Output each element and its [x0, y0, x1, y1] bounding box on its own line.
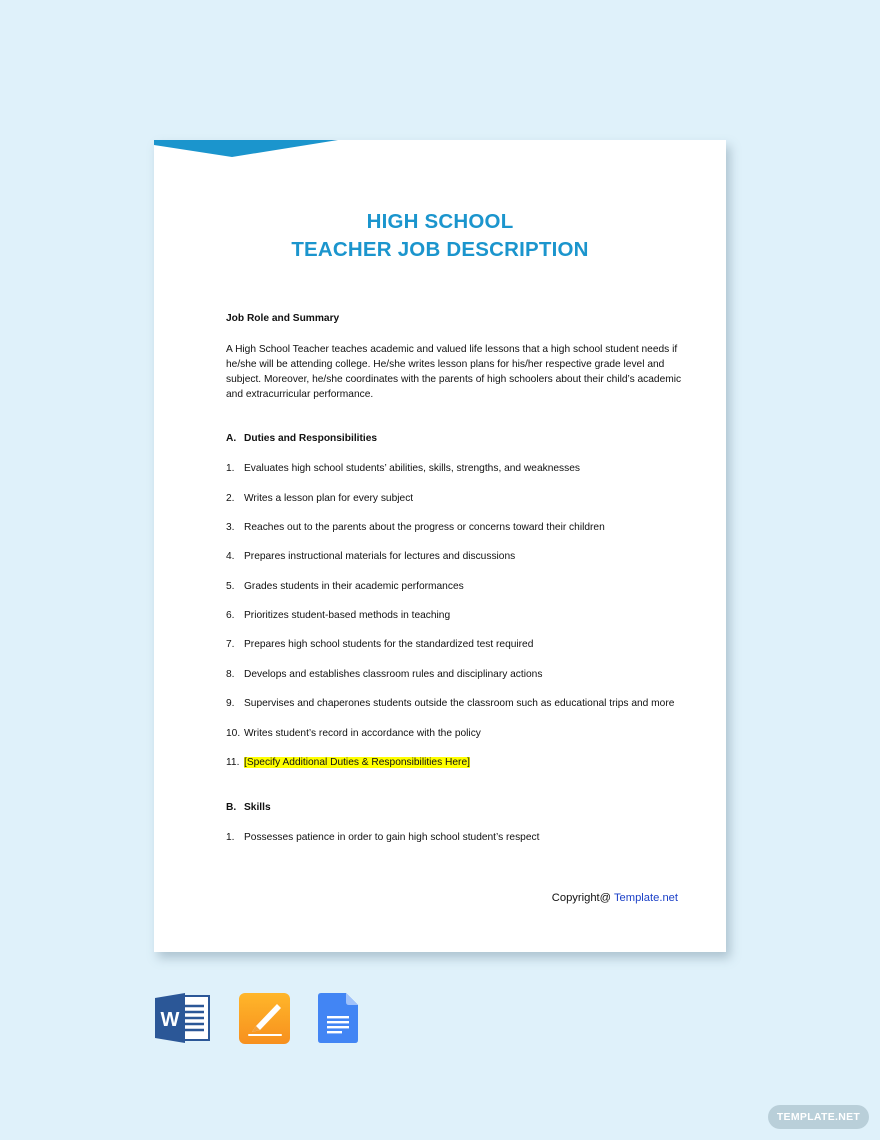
duty-item: [226, 637, 533, 652]
duty-number: 6.: [226, 610, 235, 621]
duty-text: Writes a lesson plan for every subject: [244, 493, 414, 504]
duty-number: 5.: [226, 581, 235, 592]
skill-number: 1.: [226, 832, 235, 843]
duty-number: 10.: [226, 728, 241, 739]
duty-number: 11.: [226, 757, 240, 768]
duty-text: Evaluates high school students’ abilities, skills, strengths, and weaknesses: [244, 463, 580, 474]
duties-heading-label: Duties and Responsibilities: [244, 433, 378, 444]
duty-text: Supervises and chaperones students outside the classroom such as educational trips and more: [244, 698, 675, 709]
duty-item: [226, 608, 450, 623]
duty-item: [226, 549, 515, 564]
duty-item-placeholder: [226, 755, 470, 770]
duty-number: 3.: [226, 522, 235, 533]
ribbon-decoration: [154, 140, 344, 160]
document-title: [154, 208, 726, 264]
duties-heading: [226, 431, 377, 446]
copyright-link[interactable]: Template.net: [613, 892, 678, 904]
svg-text:W: W: [160, 1009, 180, 1031]
duty-number: 9.: [226, 698, 235, 709]
skill-item: [226, 830, 539, 845]
duty-text: Prepares instructional materials for lectures and discussions: [244, 551, 516, 562]
duty-number: 2.: [226, 493, 235, 504]
duties-heading-letter: A.: [226, 433, 237, 444]
duty-text: Prepares high school students for the standardized test required: [244, 639, 534, 650]
skills-heading: [226, 800, 271, 815]
title-line-1: HIGH SCHOOL: [366, 210, 514, 233]
copyright-line: [552, 892, 678, 904]
duty-text: Develops and establishes classroom rules and disciplinary actions: [244, 669, 543, 680]
duty-number: 8.: [226, 669, 235, 680]
skill-text: Possesses patience in order to gain high school student’s respect: [244, 832, 540, 843]
watermark-badge: TEMPLATE.NET: [768, 1105, 869, 1129]
duty-item: [226, 726, 481, 741]
duty-number: 1.: [226, 463, 235, 474]
duty-number: 4.: [226, 551, 235, 562]
skills-heading-label: Skills: [244, 802, 271, 813]
summary-heading: Job Role and Summary: [226, 313, 340, 324]
duty-text: Reaches out to the parents about the progress or concerns toward their children: [244, 522, 605, 533]
highlighted-placeholder-text: [Specify Additional Duties & Responsibilities Here]: [244, 757, 470, 768]
duty-item: [226, 461, 580, 476]
google-docs-icon[interactable]: [318, 993, 358, 1043]
summary-paragraph: A High School Teacher teaches academic and valued life lessons that a high school student needs if he/she will be attending college. He/she writes lesson plans for his/her respective grade level and subject. Moreover, he/she coordinates with the parents of high schoolers about their child’s academic and extracurricular performance.: [226, 344, 682, 400]
duty-item: [226, 579, 464, 594]
word-icon[interactable]: [155, 993, 211, 1043]
title-line-2: TEACHER JOB DESCRIPTION: [291, 238, 589, 261]
duty-text: Grades students in their academic performances: [244, 581, 464, 592]
duty-item: [226, 520, 605, 535]
duty-text: Writes student’s record in accordance with the policy: [244, 728, 481, 739]
duty-item: [226, 667, 542, 682]
document-page: [154, 140, 726, 952]
duty-item: [226, 491, 413, 506]
pages-icon[interactable]: [239, 993, 290, 1044]
copyright-label: Copyright@: [551, 892, 612, 904]
duty-item: [226, 696, 674, 711]
duty-number: 7.: [226, 639, 235, 650]
skills-heading-letter: B.: [226, 802, 237, 813]
duty-text: Prioritizes student-based methods in teaching: [244, 610, 451, 621]
